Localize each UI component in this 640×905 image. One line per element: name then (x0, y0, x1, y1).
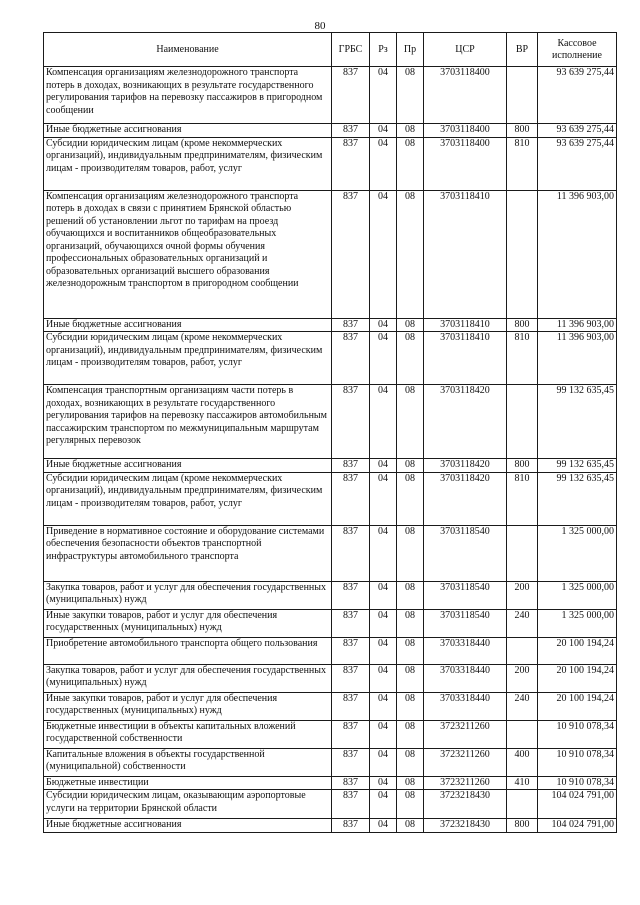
row-pr: 08 (397, 459, 424, 473)
table-row (44, 459, 617, 473)
row-amount: 93 639 275,44 (538, 67, 617, 124)
row-pr: 08 (397, 776, 424, 790)
row-rz: 04 (370, 581, 397, 609)
row-pr: 08 (397, 525, 424, 581)
row-csr: 3703118420 (424, 459, 507, 473)
row-vr (507, 525, 538, 581)
row-csr: 3703118400 (424, 67, 507, 124)
row-name: Иные бюджетные ассигнования (44, 318, 332, 332)
row-name: Иные бюджетные ассигнования (44, 459, 332, 473)
row-vr: 800 (507, 819, 538, 833)
row-rz: 04 (370, 525, 397, 581)
row-grbs: 837 (332, 609, 370, 637)
row-amount: 10 910 078,34 (538, 720, 617, 748)
row-rz: 04 (370, 790, 397, 819)
table-row (44, 748, 617, 776)
row-grbs: 837 (332, 790, 370, 819)
row-csr: 3703118410 (424, 318, 507, 332)
row-vr: 240 (507, 692, 538, 720)
table-row (44, 776, 617, 790)
header-name: Наименование (44, 33, 332, 67)
row-amount: 99 132 635,45 (538, 385, 617, 459)
row-csr: 3703118540 (424, 609, 507, 637)
row-vr (507, 67, 538, 124)
row-amount: 20 100 194,24 (538, 637, 617, 664)
row-rz: 04 (370, 720, 397, 748)
row-pr: 08 (397, 124, 424, 138)
row-amount: 93 639 275,44 (538, 124, 617, 138)
table-row (44, 664, 617, 692)
row-vr (507, 637, 538, 664)
row-rz: 04 (370, 776, 397, 790)
row-name: Компенсация транспортным организациям части потерь в доходах, возникающих в результате государственного регулирования тарифов на перевозку пассажиров автомобильным пассажирским транспортом по межмуниципальным маршрутам регулярных перевозок (44, 385, 332, 459)
row-amount: 1 325 000,00 (538, 609, 617, 637)
row-vr: 800 (507, 124, 538, 138)
row-grbs: 837 (332, 525, 370, 581)
row-vr: 810 (507, 472, 538, 525)
table-row (44, 581, 617, 609)
row-grbs: 837 (332, 581, 370, 609)
table-row (44, 124, 617, 138)
row-grbs: 837 (332, 720, 370, 748)
row-grbs: 837 (332, 318, 370, 332)
row-amount: 104 024 791,00 (538, 790, 617, 819)
row-amount: 93 639 275,44 (538, 137, 617, 190)
row-name: Капитальные вложения в объекты государственной (муниципальной) собственности (44, 748, 332, 776)
row-amount: 1 325 000,00 (538, 525, 617, 581)
row-vr (507, 720, 538, 748)
row-pr: 08 (397, 472, 424, 525)
table-body (44, 67, 617, 833)
row-grbs: 837 (332, 692, 370, 720)
row-grbs: 837 (332, 332, 370, 385)
row-pr: 08 (397, 137, 424, 190)
row-csr: 3703318440 (424, 692, 507, 720)
row-vr (507, 190, 538, 318)
row-name: Субсидии юридическим лицам (кроме некоммерческих организаций), индивидуальным предпринимателям, физическим лицам - производителям товаров, работ, услуг (44, 137, 332, 190)
row-vr (507, 790, 538, 819)
table-row (44, 318, 617, 332)
table-row (44, 790, 617, 819)
row-rz: 04 (370, 332, 397, 385)
row-grbs: 837 (332, 819, 370, 833)
row-amount: 20 100 194,24 (538, 692, 617, 720)
row-amount: 11 396 903,00 (538, 332, 617, 385)
row-csr: 3723211260 (424, 748, 507, 776)
header-rz: Рз (370, 33, 397, 67)
header-pr: Пр (397, 33, 424, 67)
row-amount: 104 024 791,00 (538, 819, 617, 833)
row-name: Закупка товаров, работ и услуг для обеспечения государственных (муниципальных) нужд (44, 664, 332, 692)
row-grbs: 837 (332, 664, 370, 692)
row-csr: 3723211260 (424, 720, 507, 748)
row-vr: 800 (507, 318, 538, 332)
row-csr: 3703318440 (424, 664, 507, 692)
header-amount: Кассовое исполнение (538, 33, 617, 67)
row-amount: 20 100 194,24 (538, 664, 617, 692)
row-rz: 04 (370, 67, 397, 124)
row-csr: 3703318440 (424, 637, 507, 664)
row-grbs: 837 (332, 190, 370, 318)
table-row (44, 609, 617, 637)
row-rz: 04 (370, 124, 397, 138)
row-vr: 200 (507, 581, 538, 609)
row-pr: 08 (397, 819, 424, 833)
table-row (44, 720, 617, 748)
row-amount: 99 132 635,45 (538, 459, 617, 473)
row-pr: 08 (397, 190, 424, 318)
row-pr: 08 (397, 790, 424, 819)
row-pr: 08 (397, 720, 424, 748)
row-csr: 3723218430 (424, 819, 507, 833)
row-name: Компенсация организациям железнодорожного транспорта потерь в доходах, возникающих в результате государственного регулирования тарифов на перевозку пассажиров в пригородном сообщении (44, 67, 332, 124)
row-name: Приведение в нормативное состояние и оборудование системами обеспечения безопасности объектов транспортной инфраструктуры автомобильного транспорта (44, 525, 332, 581)
budget-table (43, 32, 617, 833)
row-name: Приобретение автомобильного транспорта общего пользования (44, 637, 332, 664)
row-pr: 08 (397, 664, 424, 692)
table-row (44, 637, 617, 664)
row-rz: 04 (370, 819, 397, 833)
row-amount: 11 396 903,00 (538, 318, 617, 332)
row-pr: 08 (397, 748, 424, 776)
row-pr: 08 (397, 609, 424, 637)
row-vr: 810 (507, 137, 538, 190)
row-grbs: 837 (332, 776, 370, 790)
row-csr: 3703118410 (424, 190, 507, 318)
row-grbs: 837 (332, 124, 370, 138)
row-pr: 08 (397, 67, 424, 124)
table-row (44, 525, 617, 581)
row-name: Субсидии юридическим лицам (кроме некоммерческих организаций), индивидуальным предпринимателям, физическим лицам - производителям товаров, работ, услуг (44, 472, 332, 525)
row-name: Закупка товаров, работ и услуг для обеспечения государственных (муниципальных) нужд (44, 581, 332, 609)
row-csr: 3723218430 (424, 790, 507, 819)
row-vr: 810 (507, 332, 538, 385)
table-row (44, 385, 617, 459)
row-grbs: 837 (332, 67, 370, 124)
row-amount: 1 325 000,00 (538, 581, 617, 609)
row-pr: 08 (397, 332, 424, 385)
table-row (44, 332, 617, 385)
table-row (44, 137, 617, 190)
row-vr: 240 (507, 609, 538, 637)
row-amount: 99 132 635,45 (538, 472, 617, 525)
row-rz: 04 (370, 318, 397, 332)
row-grbs: 837 (332, 748, 370, 776)
row-csr: 3703118540 (424, 525, 507, 581)
row-name: Иные закупки товаров, работ и услуг для обеспечения государственных (муниципальных) нужд (44, 692, 332, 720)
row-name: Иные бюджетные ассигнования (44, 124, 332, 138)
row-vr: 200 (507, 664, 538, 692)
row-rz: 04 (370, 609, 397, 637)
row-rz: 04 (370, 137, 397, 190)
row-rz: 04 (370, 692, 397, 720)
header-vr: ВР (507, 33, 538, 67)
row-grbs: 837 (332, 637, 370, 664)
row-rz: 04 (370, 637, 397, 664)
header-grbs: ГРБС (332, 33, 370, 67)
row-vr: 400 (507, 748, 538, 776)
row-grbs: 837 (332, 472, 370, 525)
row-pr: 08 (397, 637, 424, 664)
row-rz: 04 (370, 459, 397, 473)
page-number: 80 (314, 20, 326, 32)
row-amount: 10 910 078,34 (538, 748, 617, 776)
table-row (44, 67, 617, 124)
row-csr: 3703118400 (424, 124, 507, 138)
row-name: Иные бюджетные ассигнования (44, 819, 332, 833)
row-pr: 08 (397, 385, 424, 459)
row-name: Бюджетные инвестиции в объекты капитальных вложений государственной собственности (44, 720, 332, 748)
row-pr: 08 (397, 318, 424, 332)
row-csr: 3703118420 (424, 385, 507, 459)
table-row (44, 190, 617, 318)
row-rz: 04 (370, 472, 397, 525)
row-name: Субсидии юридическим лицам, оказывающим аэропортовые услуги на территории Брянской области (44, 790, 332, 819)
row-pr: 08 (397, 692, 424, 720)
row-csr: 3703118420 (424, 472, 507, 525)
table-row (44, 819, 617, 833)
row-pr: 08 (397, 581, 424, 609)
row-grbs: 837 (332, 459, 370, 473)
row-name: Иные закупки товаров, работ и услуг для обеспечения государственных (муниципальных) нужд (44, 609, 332, 637)
row-csr: 3703118400 (424, 137, 507, 190)
row-name: Компенсация организациям железнодорожного транспорта потерь в доходах в связи с принятием Брянской областью решений об установлении льгот по тарифам на проезд обучающихся и воспитанников общеобразовательных организаций, обучающихся очной формы обучения профессиональных образовательных организаций и образовательных организаций высшего образования железнодорожным транспортом в пригородном сообщении (44, 190, 332, 318)
row-vr (507, 385, 538, 459)
header-csr: ЦСР (424, 33, 507, 67)
table-header-row (44, 33, 617, 67)
row-rz: 04 (370, 190, 397, 318)
row-csr: 3703118540 (424, 581, 507, 609)
row-amount: 11 396 903,00 (538, 190, 617, 318)
row-rz: 04 (370, 664, 397, 692)
row-csr: 3723211260 (424, 776, 507, 790)
row-rz: 04 (370, 748, 397, 776)
row-name: Субсидии юридическим лицам (кроме некоммерческих организаций), индивидуальным предпринимателям, физическим лицам - производителям товаров, работ, услуг (44, 332, 332, 385)
row-grbs: 837 (332, 137, 370, 190)
row-rz: 04 (370, 385, 397, 459)
row-vr: 410 (507, 776, 538, 790)
row-grbs: 837 (332, 385, 370, 459)
table-row (44, 472, 617, 525)
row-csr: 3703118410 (424, 332, 507, 385)
table-row (44, 692, 617, 720)
row-vr: 800 (507, 459, 538, 473)
row-name: Бюджетные инвестиции (44, 776, 332, 790)
row-amount: 10 910 078,34 (538, 776, 617, 790)
